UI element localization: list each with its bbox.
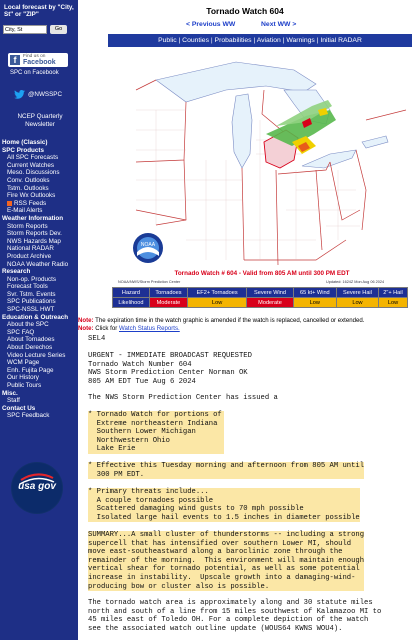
local-forecast-input[interactable] [3, 25, 47, 34]
sidebar-item[interactable]: Public Tours [7, 382, 42, 389]
sidebar-item[interactable]: Staff [7, 397, 20, 405]
watch-map [116, 50, 408, 275]
legend-header-cell: Severe Wind [247, 288, 293, 298]
watch-map-graphic [116, 50, 408, 275]
sidebar-item[interactable]: WCM Page [7, 359, 40, 367]
bulletin-summary: SUMMARY...A small cluster of thunderstorms -- including a strong supercell that has intensified over southern Lower MI, should move east-southeastward along a baroclinic zone through the remainder of the morning. This environment will maintain enough vertical shear for tornado potential, as well as some potential increase in instability. Upscale growth into a damaging-wind- producing bow or cluster also is possible. [88, 531, 365, 591]
next-ww-link[interactable]: Next WW > [261, 21, 297, 28]
sidebar-item[interactable]: Storm Reports Dev. [7, 230, 62, 238]
sidebar-item[interactable]: Tstm. Outlooks [7, 184, 49, 192]
map-footer-left: NOAA/NWS/Storm Prediction Center [118, 280, 181, 284]
previous-ww-link[interactable]: < Previous WW [186, 21, 236, 28]
watch-nav-bar[interactable]: Public | Counties | Probabilities | Aviation | Warnings | Initial RADAR [108, 34, 412, 47]
note-label-2: Note: [78, 325, 94, 332]
sidebar-heading[interactable]: Research [2, 268, 31, 276]
bulletin-threats: * Primary threats include... A couple tornadoes possible Scattered damaging wind gusts to 70 mph possible Isolated large hail events to 1.5 inches in diameter possible [88, 488, 360, 522]
note-label: Note: [78, 317, 94, 324]
sidebar-item[interactable]: All SPC Forecasts [7, 154, 59, 162]
note-watch-status [78, 325, 412, 332]
sidebar-item[interactable]: Conv. Outlooks [7, 176, 50, 184]
usa-gov-logo[interactable] [11, 462, 63, 514]
sidebar-item[interactable]: Our History [7, 374, 39, 382]
legend-header-cell: 65 kt+ Wind [293, 288, 336, 298]
facebook-icon: f [10, 55, 20, 65]
sidebar-item[interactable]: NWS Hazards Map [7, 237, 61, 245]
legend-value-cell: Low [293, 298, 336, 308]
legend-header-cell: Hazard [113, 288, 150, 298]
bulletin-header: URGENT - IMMEDIATE BROADCAST REQUESTED Tornado Watch Number 604 NWS Storm Prediction Center Norman OK 805 AM EDT Tue Aug 6 2024 [88, 352, 252, 386]
legend-header-cell: Severe Hail [336, 288, 378, 298]
twitter-icon[interactable] [14, 90, 25, 99]
sidebar-item[interactable]: Current Watches [7, 161, 55, 169]
sidebar-item[interactable]: NOAA Weather Radio [7, 260, 69, 268]
legend-value-cell: Moderate [149, 298, 187, 308]
local-forecast-label: Local forecast by "City, St" or "ZIP" [4, 4, 74, 19]
sidebar-item[interactable]: SPC FAQ [7, 328, 35, 336]
sidebar [0, 0, 78, 640]
legend-value-cell: Moderate [247, 298, 293, 308]
sidebar-item[interactable]: National RADAR [7, 245, 54, 253]
sidebar-heading[interactable]: Weather Information [2, 214, 64, 222]
map-footer-right: Updated: 1624Z Mon Aug 06 2024 [326, 280, 385, 284]
map-caption: Tornado Watch # 604 - Valid from 805 AM until 300 PM EDT [174, 270, 350, 277]
main-content [78, 0, 412, 640]
sidebar-item[interactable]: About Derechos [7, 344, 53, 352]
sidebar-item[interactable]: About Tornadoes [7, 336, 55, 344]
legend-value-cell: Low [336, 298, 378, 308]
hazard-likelihood-table [112, 287, 408, 308]
sidebar-item[interactable]: Meso. Discussions [7, 169, 60, 177]
legend-header-cell: EF2+ Tornadoes [188, 288, 247, 298]
sidebar-item[interactable]: Enh. Fujita Page [7, 366, 54, 374]
go-button[interactable]: Go [50, 25, 67, 34]
sidebar-item[interactable]: Video Lecture Series [7, 351, 66, 359]
bulletin-effective: * Effective this Tuesday morning and afternoon from 805 AM until 300 PM EDT. [88, 462, 365, 479]
legend-value-cell: Low [379, 298, 408, 308]
facebook-badge[interactable] [8, 53, 68, 67]
sidebar-navigation [0, 139, 78, 420]
sidebar-heading[interactable]: Education & Outreach [2, 313, 69, 321]
sidebar-item[interactable]: SPC Feedback [7, 412, 50, 420]
watch-status-reports-link[interactable]: Watch Status Reports. [119, 325, 180, 332]
note-expiration-text: The expiration time in the watch graphic is amended if the watch is replaced, cancelled or extended. [95, 317, 365, 324]
note-expiration [78, 317, 412, 324]
bulletin-area-text: The tornado watch area is approximately along and 30 statute miles north and south of a line from 15 miles southwest of Kalamazoo MI to 45 miles east of Toledo OH. For a complete depiction of the watch see the associated watch outline update (WOUS64 KWNS WOU4). [88, 599, 382, 633]
twitter-handle-link[interactable]: @NWSSPC [28, 91, 63, 98]
legend-value-cell: Low [188, 298, 247, 308]
sidebar-item[interactable]: E-Mail Alerts [7, 207, 43, 215]
sidebar-item[interactable]: SPC Publications [7, 298, 56, 306]
svg-text:NOAA: NOAA [140, 242, 156, 248]
sidebar-heading[interactable]: Contact Us [2, 404, 36, 412]
facebook-name-label: Facebook [23, 59, 56, 66]
usa-gov-label: usa gov [18, 481, 56, 492]
rss-icon [7, 201, 12, 206]
sidebar-item[interactable]: About the SPC [7, 321, 49, 329]
note-status-prefix: Click for [95, 325, 118, 332]
page-title: Tornado Watch 604 [206, 6, 284, 16]
facebook-find-label: Find us on [23, 54, 46, 59]
sidebar-heading[interactable]: SPC Products [2, 146, 44, 154]
ncep-newsletter-link[interactable]: NCEP Quarterly Newsletter [17, 113, 63, 128]
sidebar-item[interactable]: Non-op. Products [7, 275, 57, 283]
sidebar-item[interactable]: Svr. Tstm. Events [7, 290, 56, 298]
legend-header-cell: Tornadoes [149, 288, 187, 298]
bulletin-sel: SEL4 [88, 335, 106, 343]
sidebar-item[interactable]: Forecast Tools [7, 283, 48, 291]
sidebar-heading[interactable]: Misc. [2, 389, 18, 397]
sidebar-item[interactable]: Product Archive [7, 252, 52, 260]
sidebar-item[interactable]: SPC-NSSL HWT [7, 306, 55, 314]
legend-header-cell: 2"+ Hail [379, 288, 408, 298]
sidebar-item[interactable]: RSS Feeds [0, 200, 78, 208]
sidebar-item[interactable]: Storm Reports [7, 222, 48, 230]
spc-on-facebook-link[interactable]: SPC on Facebook [10, 70, 59, 76]
legend-row-label: Likelihood [113, 298, 150, 308]
bulletin-areas: * Tornado Watch for portions of Extreme northeastern Indiana Southern Lower Michigan Northwestern Ohio Lake Erie [88, 411, 222, 454]
bulletin-issued: The NWS Storm Prediction Center has issued a [88, 394, 278, 402]
sidebar-heading[interactable]: Home (Classic) [2, 139, 48, 146]
sidebar-item[interactable]: Fire Wx Outlooks [7, 192, 56, 200]
